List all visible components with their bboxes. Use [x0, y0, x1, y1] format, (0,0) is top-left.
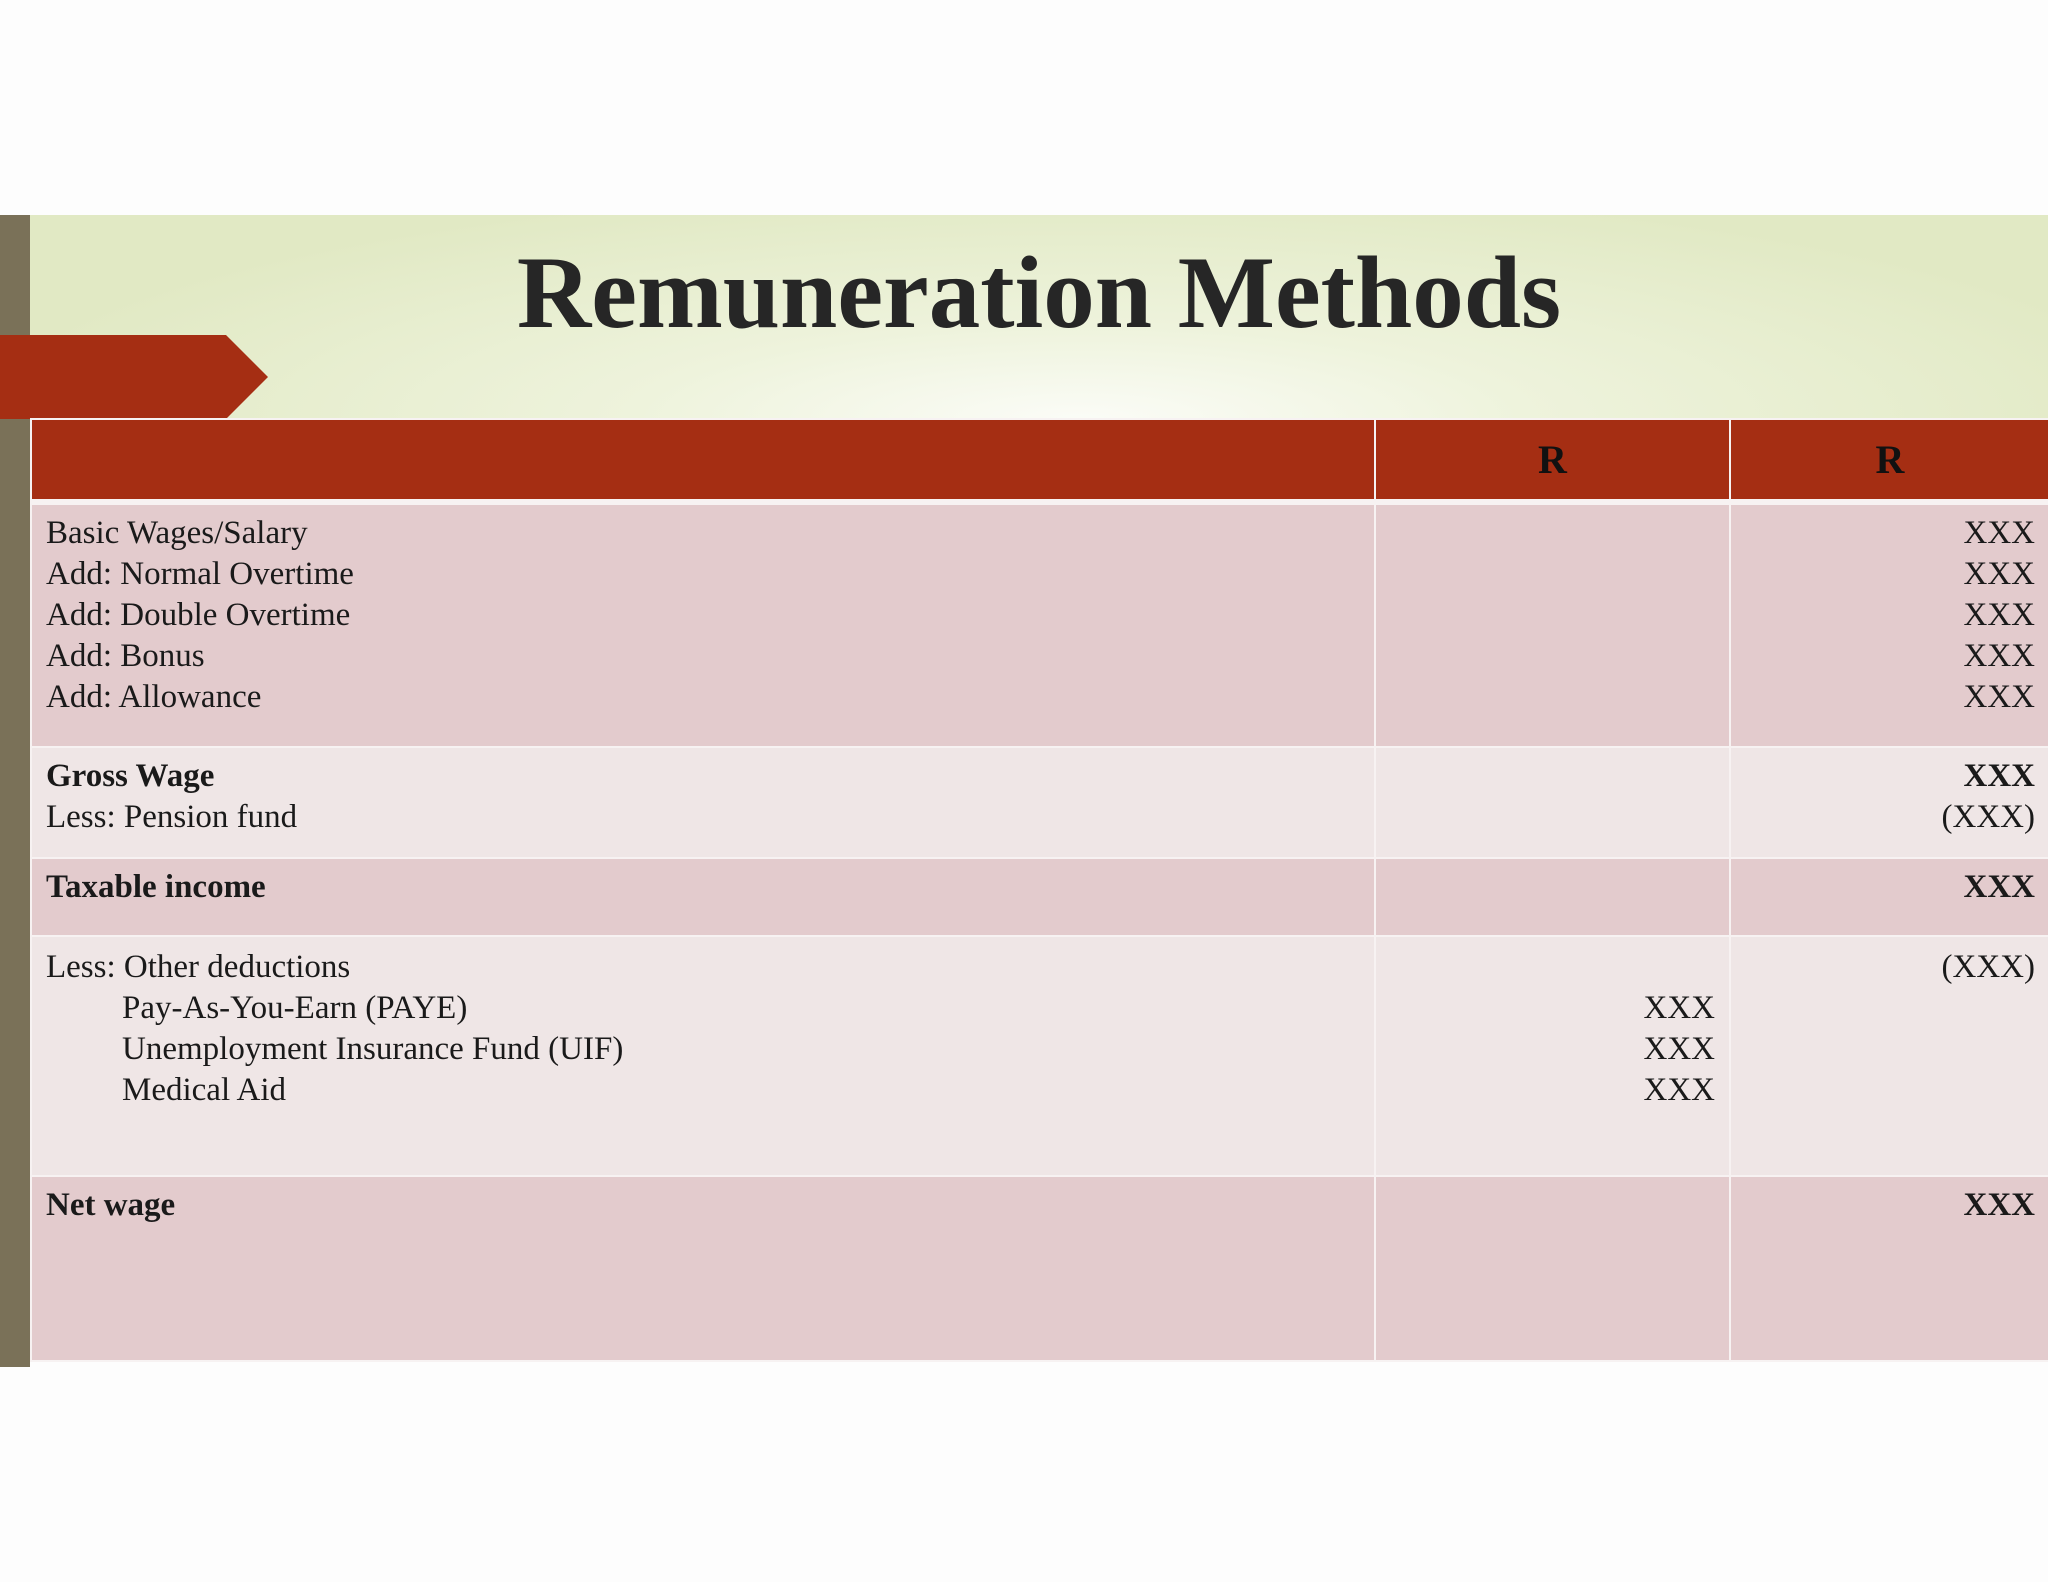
row-labels: [31, 1176, 1375, 1361]
subtotal-cell: [1375, 747, 1730, 858]
row-label-net-wage: Net wage: [46, 1187, 176, 1223]
amount-value: XXX: [1963, 597, 2035, 633]
subtotal-value: XXX: [1643, 1072, 1715, 1108]
row-label: Basic Wages/Salary: [46, 515, 308, 551]
table-row-earnings: [31, 502, 2048, 747]
arrow-decoration: [0, 335, 268, 419]
row-label: Add: Allowance: [46, 679, 262, 715]
subtotal-cell: [1375, 936, 1730, 1176]
subtotal-value: [1390, 947, 1715, 988]
table-row-deductions: [31, 936, 2048, 1176]
amount-value: XXX: [1963, 1187, 2035, 1223]
row-labels: [31, 936, 1375, 1176]
amount-value: XXX: [1963, 869, 2035, 905]
amount-cell: [1730, 936, 2048, 1176]
amount-cell: [1730, 747, 2048, 858]
row-label: Less: Pension fund: [46, 799, 298, 835]
remuneration-table: [30, 418, 2048, 1362]
row-label-indented: Unemployment Insurance Fund (UIF): [122, 1031, 624, 1067]
amount-value: (XXX): [1941, 799, 2035, 835]
row-label: Add: Normal Overtime: [46, 556, 354, 592]
amount-value: XXX: [1963, 556, 2035, 592]
header-currency-r: R: [1375, 419, 1730, 502]
row-labels: [31, 502, 1375, 747]
row-label: Add: Bonus: [46, 638, 205, 674]
amount-value: XXX: [1963, 515, 2035, 551]
row-label: Less: Other deductions: [46, 949, 351, 985]
row-label-indented: Pay-As-You-Earn (PAYE): [122, 990, 468, 1026]
subtotal-cell: [1375, 858, 1730, 936]
subtotal-cell: [1375, 1176, 1730, 1361]
amount-value: (XXX): [1941, 949, 2035, 985]
amount-value: XXX: [1963, 758, 2035, 794]
subtotal-value: XXX: [1643, 990, 1715, 1026]
row-labels: [31, 858, 1375, 936]
amount-cell: [1730, 502, 2048, 747]
row-label-indented: Medical Aid: [122, 1072, 287, 1108]
table-row-net: [31, 1176, 2048, 1361]
amount-cell: [1730, 1176, 2048, 1361]
row-label-gross-wage: Gross Wage: [46, 758, 215, 794]
table-header-row: [31, 419, 2048, 502]
header-description: [31, 419, 1375, 502]
row-label: Add: Double Overtime: [46, 597, 351, 633]
subtotal-value: XXX: [1643, 1031, 1715, 1067]
table-row-taxable: [31, 858, 2048, 936]
table-row-gross: [31, 747, 2048, 858]
amount-cell: [1730, 858, 2048, 936]
header-currency-r: R: [1730, 419, 2048, 502]
row-labels: [31, 747, 1375, 858]
subtotal-cell: [1375, 502, 1730, 747]
amount-value: XXX: [1963, 638, 2035, 674]
row-label-taxable-income: Taxable income: [46, 869, 266, 905]
slide: [0, 215, 2048, 1367]
amount-value: XXX: [1963, 679, 2035, 715]
slide-title: Remuneration Methods: [516, 236, 1562, 350]
